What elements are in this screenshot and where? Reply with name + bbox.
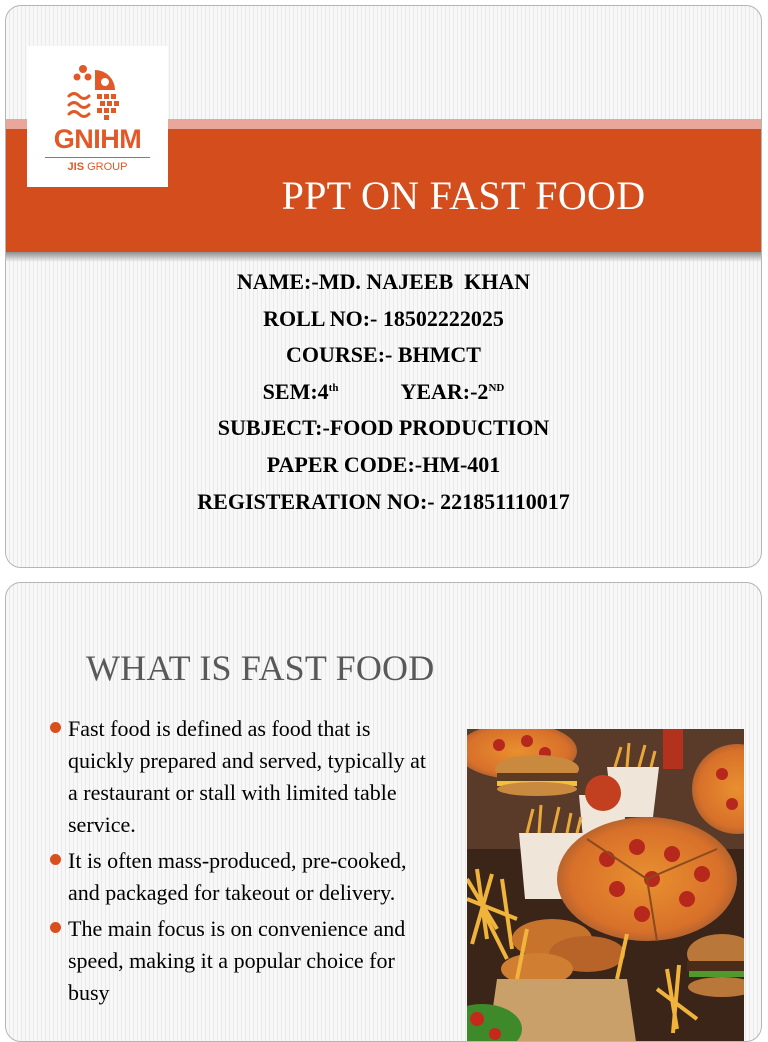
logo-sub-bold: JIS [67,161,85,173]
bullet-item [34,845,434,909]
bullet-item [34,913,434,1009]
band-shadow [6,252,761,262]
bullet-text: Fast food is defined as food that is quickly prepared and served, typically at a restaurant or stall with limited table service. [68,716,426,837]
subject: SUBJECT:-FOOD PRODUCTION [217,415,550,441]
slide-title: PPT ON FAST FOOD [281,173,646,218]
bullet-dot-icon [50,922,61,933]
logo-brand-text: GNIHM [53,124,142,154]
year: YEAR:-2 [400,378,489,404]
semester: SEM:4 [262,378,329,404]
bullet-list [34,713,434,1013]
bullet-dot-icon [50,722,61,733]
logo-subtext [27,161,168,173]
course: COURSE:- BHMCT [286,342,481,368]
roll-number: ROLL NO:- 18502222025 [263,305,504,331]
paper-code: PAPER CODE:-HM-401 [266,451,501,477]
bullet-text: It is often mass-produced, pre-cooked, and packaged for takeout or delivery. [68,848,407,905]
logo-divider [45,157,150,158]
registration-number: REGISTERATION NO:- 221851110017 [197,488,570,514]
bullet-dot-icon [50,854,61,865]
gnihm-logo-icon [65,60,129,124]
title-slide [5,5,762,568]
content-slide [5,582,762,1042]
gnihm-logo [27,46,168,187]
slide-heading: WHAT IS FAST FOOD [86,648,435,688]
student-info [6,264,761,520]
student-name: NAME:-MD. NAJEEB KHAN [236,269,531,294]
bullet-text: The main focus is on convenience and speed, making it a popular choice for busy [68,916,406,1005]
logo-sub-rest: GROUP [84,161,128,173]
semester-suffix: th [328,381,339,394]
semester-year [6,374,761,411]
bullet-item [34,713,434,841]
year-suffix: ND [488,381,505,394]
fast-food-photo [467,729,744,1042]
